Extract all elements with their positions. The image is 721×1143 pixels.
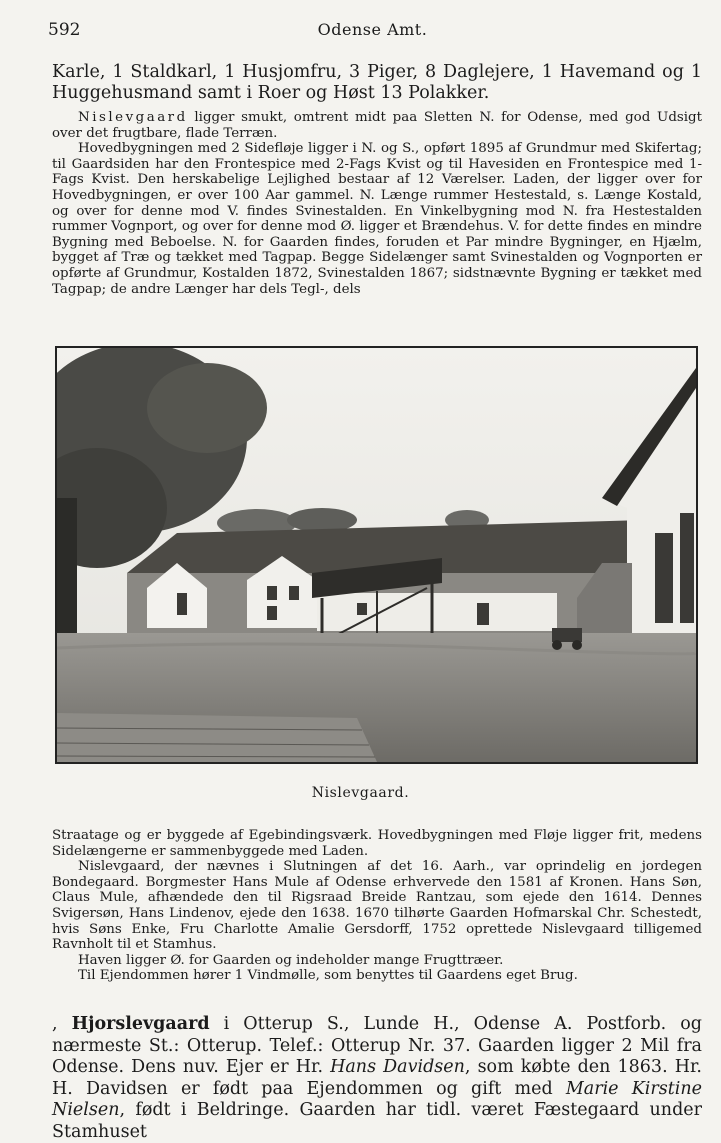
continuation-paragraph-2: Nislevgaard, der nævnes i Slutningen af det 16. Aarh., var oprindelig en jordegen Bondegaard. Borgmester Hans Mule af Odense erhvervede den 1581 af Kronen. Hans Søn, Claus Mule, afhændede den til Rigsraad Breide Rantzau, som ejede den 1614. Dennes Svigersøn, Hans Lindenov, ejede den 1638. 1670 tilhørte Gaarden Hofmarskal Chr. Schestedt, hvis Søns Enke, Fru Charlotte Amalie Gersdorff, 1752 oprettede Nislevgaard tilligemed Ravnholt til et Stamhus. <box>52 859 702 953</box>
continuation-paragraph-3: Haven ligger Ø. for Gaarden og indeholder mange Frugttræer. <box>78 952 504 968</box>
continuation-paragraph-4: Til Ejendommen hører 1 Vindmølle, som benyttes til Gaardens eget Brug. <box>78 968 578 984</box>
photo-caption: Nislevgaard. <box>311 785 410 801</box>
history-section <box>52 828 702 984</box>
running-title: Odense Amt. <box>317 20 428 39</box>
description-paragraph-2: Hovedbygningen med 2 Sidefløje ligger i N. og S., opført 1895 af Grundmur med Skifertag; til Gaardsiden har den Frontespice med 2-Fags Kvist og til Havesiden en Frontespice med 1-Fags Kvist. Den herskabelige Lejlighed bestaar af 12 Værelser. Laden, der ligger over for Hovedbygningen, er over 100 Aar gammel. N. Længe rummer Hestestald, s. Længe Kostald, og over for denne mod V. findes Svinestalden. En Vinkelbygning mod N. fra Hestestalden rummer Vognport, og over for denne mod Ø. ligger et Brændehus. V. for dette findes en mindre Bygning med Beboelse. N. for Gaarden findes, foruden et Par mindre Bygninger, en Hjælm, bygget af Træ og tækket med Tagpap. Begge Sidelænger samt Svinestalden og Vognporten er opførte af Grundmur, Kostalden 1872, Svinestalden 1867; sidstnævnte Bygning er tækket med Tagpap; de andre Længer har dels Tegl-, dels <box>52 141 702 297</box>
entry-wife-name: Marie Kirstine Nielsen <box>52 1078 702 1120</box>
entry-text-1: i Otterup S., Lunde H., Odense A. Postforb. og nærmeste St.: Otterup. Telef.: Otterup Nr. 37. Gaarden ligger 2 Mil fra Odense. Dens nuv. Ejer er Hr. <box>52 1014 702 1077</box>
entry-text-3: , født i Beldringe. Gaarden har tidl. været Fæstegaard under Stamhuset <box>52 1100 702 1142</box>
continuation-paragraph-1: Straatage og er byggede af Egebindingsværk. Hovedbygningen med Fløje ligger frit, medens Sidelængerne er sammenbyggede med Laden. <box>52 828 702 859</box>
entry-owner-name: Hans Davidsen <box>330 1057 465 1077</box>
page-number: 592 <box>48 20 81 40</box>
estate-name-spaced: Nislevgaard <box>78 110 188 125</box>
next-estate-entry <box>52 1014 702 1143</box>
entry-text-2: , som købte den 1863. Hr. H. Davidsen er født paa Ejendommen og gift med <box>52 1057 702 1099</box>
intro-text: Karle, 1 Staldkarl, 1 Husjomfru, 3 Piger, 8 Daglejere, 1 Havemand og 1 Huggehusmand samt i Roer og Høst 13 Polakker. <box>52 62 702 103</box>
estate-description <box>52 110 702 297</box>
entry-estate-name: Hjorslevgaard <box>71 1014 210 1034</box>
page-header <box>48 20 697 42</box>
entry-paragraph <box>52 1014 702 1143</box>
description-paragraph-1 <box>52 110 702 141</box>
intro-paragraph <box>52 62 702 104</box>
description-p1-text: ligger smukt, omtrent midt paa Sletten N. for Odense, med god Udsigt over det frugtbare, flade Terræn. <box>52 110 702 141</box>
farm-photo-illustration <box>57 348 696 762</box>
entry-lead-mark: , <box>52 1014 72 1034</box>
farm-photograph <box>55 346 698 764</box>
